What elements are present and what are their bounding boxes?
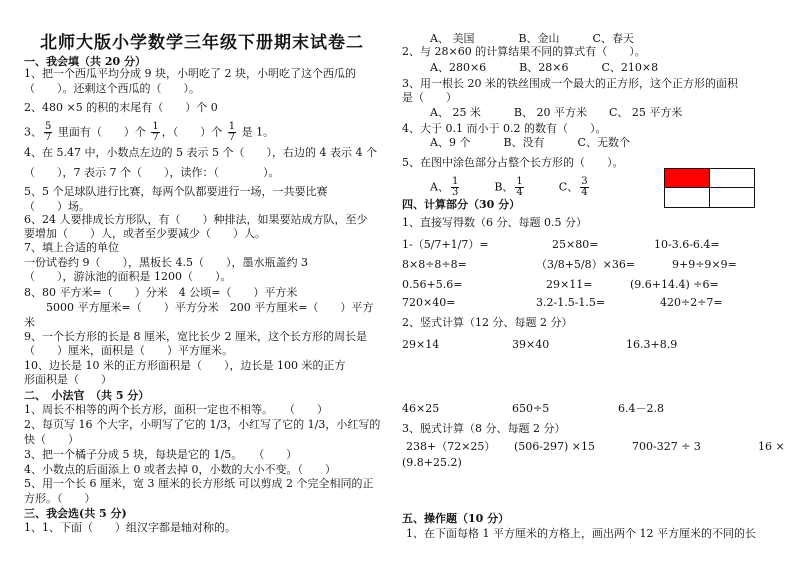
choice-1-options: A、 美国 B、金山 C、春天: [430, 32, 634, 45]
judge-5a: 5、用一个长 6 厘米，宽 3 厘米的长方形纸 可以剪成 2 个完全相同的正: [24, 477, 374, 490]
judge-2a: 2、每页写 16 个大字，小明写了它的 1/3，小红写了它的 1/3，小红写的: [24, 418, 381, 431]
operation-1: 1、在下面每格 1 平方厘米的方格上，画出两个 12 平方厘米的不同的长: [406, 527, 756, 540]
grid-cell: [709, 168, 755, 188]
fraction: $\frac{5}{7}$: [45, 121, 52, 143]
calc-3b: 29×11=: [546, 278, 593, 291]
vertical-4: 46×25: [402, 402, 440, 415]
calc-part-2: 2、竖式计算（12 分、每题 2 分）: [402, 316, 573, 329]
fraction: $\frac{1}{3}$: [451, 176, 459, 198]
judge-3: 3、把一个橘子分成 5 块，每块是它的 1/5。 （ ）: [24, 448, 298, 461]
fraction: $\frac{1}{4}$: [516, 176, 523, 198]
section-choose: 三、我会选(共 5 分): [24, 507, 127, 520]
vertical-2: 39×40: [512, 338, 550, 351]
fraction: $\frac{1}{7}$: [228, 121, 236, 143]
question-4b: （ ），7 表示 7 个（ ），读作：（ ）。: [24, 166, 280, 179]
question-6a: 6、24 人要排成长方形队，有（ ）种排法，如果要站成方队，至少: [24, 213, 368, 226]
section-judge: 二、 小法官 （共 5 分）: [24, 389, 150, 402]
vertical-6: 6.4－2.8: [618, 402, 664, 415]
judge-1: 1、周长不相等的两个长方形，面积一定也不相等。 （ ）: [24, 403, 328, 416]
calc-4a: 720×40=: [402, 296, 456, 309]
judge-4: 4、小数点的后面添上 0 或者去掉 0，小数的大小不变。（ ）: [24, 463, 336, 476]
question-1a: 1、把一个西瓜平均分成 9 块，小明吃了 2 块，小明吃了这个西瓜的: [24, 67, 356, 80]
calc-3c: (9.6+14.4) ÷6=: [630, 278, 719, 291]
stepwise-4-cont: (9.8+25.2): [402, 456, 462, 469]
choice-3a: 3、用一根长 20 米的铁丝围成一个最大的正方形，这个正方形的面积: [402, 77, 738, 90]
question-7a: 一份试卷约 9（ ），黑板长 4.5（ ），墨水瓶盖约 3: [24, 256, 308, 269]
stepwise-4: 16 ×: [758, 440, 785, 453]
question-7b: （ ），游泳池的面积是 1200（ ）。: [24, 270, 232, 283]
question-1b: （ ）。还剩这个西瓜的（ ）。: [24, 82, 200, 95]
choice-3b: 是（ ）: [402, 91, 457, 104]
vertical-1: 29×14: [402, 338, 440, 351]
section-fill-blanks: 一、我会填（共 20 分）: [24, 55, 146, 68]
calc-3a: 0.56+5.6=: [402, 278, 463, 291]
question-5b: （ ）场。: [24, 200, 90, 213]
calc-part-1: 1、直接写得数（6 分、每题 0.5 分）: [402, 216, 587, 229]
calc-part-3: 3、脱式计算（8 分、每题 2 分）: [402, 422, 566, 435]
question-8c: 米: [24, 316, 35, 329]
judge-2b: 快（ ）: [24, 433, 79, 446]
choice-4: 4、大于 0.1 而小于 0.2 的数有（ ）。: [402, 122, 607, 135]
choice-5: 5、在图中涂色部分占整个长方形的（ ）。: [402, 156, 624, 169]
question-8b: 5000 平方厘米=（ ）平方分米 200 平方厘米=（ ）平方: [24, 301, 374, 314]
choice-3-options: A、 25 米 B、 20 平方米 C、 25 平方米: [430, 106, 683, 119]
calc-1c: 10-3.6-6.4=: [654, 238, 720, 251]
calc-1b: 25×80=: [552, 238, 599, 251]
calc-2a: 8×8÷8÷8=: [402, 258, 467, 271]
question-10a: 10、边长是 10 米的正方形面积是（ ），边长是 100 米的正方: [24, 359, 346, 372]
section-operation: 五、操作题（10 分）: [402, 512, 510, 525]
calc-2b: （3/8+5/8）×36=: [536, 258, 636, 271]
fraction: $\frac{3}{4}$: [581, 176, 588, 198]
question-3: 3、 $\frac{5}{7}$ 里面有（ ）个 $\frac{1}{7}$ ，（ ）个 $\frac{1}{7}$ 是 1。: [24, 121, 275, 143]
question-7: 7、填上合适的单位: [24, 241, 119, 254]
question-8a: 8、80 平方米=（ ）分米 4 公顷=（ ）平方米: [24, 286, 298, 299]
vertical-3: 16.3+8.9: [626, 338, 678, 351]
fraction: $\frac{1}{7}$: [152, 121, 159, 143]
question-2: 2、480 ×5 的积的末尾有（ ）个 0: [24, 101, 218, 114]
page-title: 北师大版小学数学三年级下册期末试卷二: [40, 33, 364, 53]
calc-2c: 9+9÷9×9=: [672, 258, 737, 271]
question-10b: 形面积是（ ）: [24, 373, 112, 386]
question-5a: 5、5 个足球队进行比赛，每两个队都要进行一场，一共要比赛: [24, 185, 328, 198]
stepwise-3: 700-327 ÷ 3: [632, 440, 701, 453]
shaded-rectangle-figure: [664, 168, 784, 212]
grid-cell: [664, 187, 710, 208]
choice-2-options: A、280×6 B、28×6 C、210×8: [430, 61, 659, 74]
question-6b: 要增加（ ）人，或者至少要减少（ ）人。: [24, 227, 266, 240]
question-9a: 9、一个长方形的长是 8 厘米，宽比长少 2 厘米，这个长方形的周长是: [24, 330, 367, 343]
stepwise-2: (506-297) ×15: [514, 440, 596, 453]
stepwise-1: 238+（72×25）: [406, 440, 496, 453]
judge-5b: 方形。（ ）: [24, 492, 96, 505]
grid-cell: [709, 187, 755, 208]
choice-1: 1、1、下面（ ）组汉字都是轴对称的。: [24, 521, 236, 534]
grid-cell-shaded: [664, 168, 710, 188]
choice-4-options: A、9 个 B、没有 C、无数个: [430, 136, 630, 149]
section-calculation: 四、计算部分（30 分）: [402, 198, 521, 211]
question-4a: 4、在 5.47 中，小数点左边的 5 表示 5 个（ ），右边的 4 表示 4 个: [24, 146, 377, 159]
choice-2: 2、与 28×60 的计算结果不同的算式有（ ）。: [402, 45, 646, 58]
calc-4b: 3.2-1.5-1.5=: [536, 296, 606, 309]
vertical-5: 650÷5: [512, 402, 550, 415]
calc-4c: 420÷2÷7=: [660, 296, 723, 309]
calc-1a: 1-（5/7+1/7）=: [402, 238, 489, 251]
choice-5-options: A、 $\frac{1}{3}$ B、 $\frac{1}{4}$ C、 $\frac{3}{4}$: [430, 176, 588, 198]
question-9b: （ ）厘米，面积是（ ）平方厘米。: [24, 344, 233, 357]
